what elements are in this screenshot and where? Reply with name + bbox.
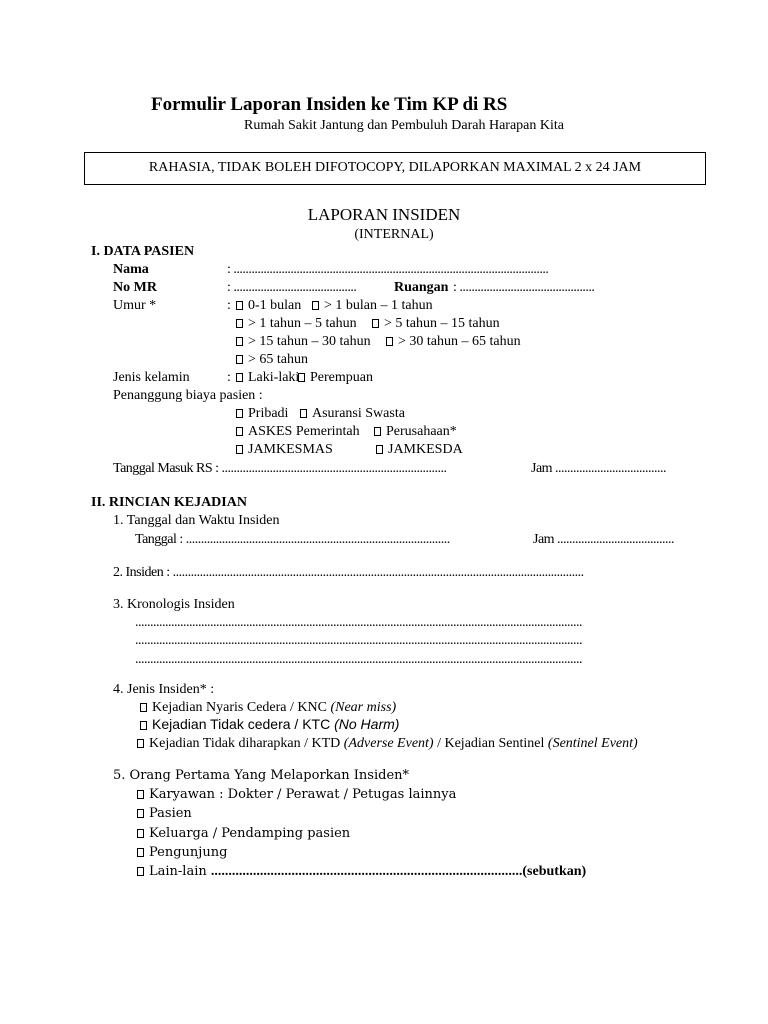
checkbox-icon[interactable] (236, 355, 243, 364)
pelapor-question: 5. Orang Pertama Yang Melaporkan Insiden* (113, 768, 410, 783)
nomr-label: No MR (113, 280, 157, 295)
biaya-option[interactable]: Asuransi Swasta (300, 405, 405, 423)
umur-option[interactable]: 0-1 bulan (236, 297, 301, 315)
jenis-kelamin-option[interactable]: Laki-laki (236, 369, 299, 387)
report-subtitle: (INTERNAL) (354, 227, 434, 242)
checkbox-icon[interactable] (236, 301, 243, 310)
insiden-field[interactable]: 2. Insiden : ......................................................................................................................................... (113, 565, 584, 580)
umur-option[interactable]: > 5 tahun – 15 tahun (372, 315, 500, 333)
checkbox-icon[interactable] (137, 809, 144, 818)
checkbox-icon[interactable] (137, 739, 144, 748)
checkbox-icon[interactable] (374, 427, 381, 436)
checkbox-icon[interactable] (236, 445, 243, 454)
umur-label: Umur * (113, 298, 157, 313)
checkbox-icon[interactable] (236, 319, 243, 328)
ruangan-field[interactable]: : ............................................. (453, 280, 595, 295)
umur-option[interactable]: > 65 tahun (236, 351, 308, 369)
jam-insiden-field[interactable]: Jam ....................................... (533, 532, 675, 547)
biaya-option[interactable]: Perusahaan* (374, 423, 457, 441)
pelapor-option[interactable]: Pengunjung (137, 845, 227, 860)
jenis-kelamin-label: Jenis kelamin (113, 370, 190, 385)
biaya-option[interactable]: Pribadi (236, 405, 288, 423)
checkbox-icon[interactable] (140, 703, 147, 712)
nama-label: Nama (113, 262, 149, 277)
tanggal-masuk-field[interactable]: Tanggal Masuk RS : ........................................................................... (113, 461, 447, 476)
jenis-insiden-option-ktd[interactable]: Kejadian Tidak diharapkan / KTD (Adverse Event) / Kejadian Sentinel (Sentinel Event) (137, 735, 638, 753)
checkbox-icon[interactable] (140, 721, 147, 730)
tanggal-waktu-question: 1. Tanggal dan Waktu Insiden (113, 513, 280, 528)
jenis-kelamin-option[interactable]: Perempuan (298, 369, 373, 387)
umur-option[interactable]: > 1 tahun – 5 tahun (236, 315, 357, 333)
kronologis-line[interactable]: ..................................................................................................................................................... (135, 633, 582, 648)
umur-option[interactable]: > 15 tahun – 30 tahun (236, 333, 371, 351)
checkbox-icon[interactable] (300, 409, 307, 418)
umur-option[interactable]: > 1 bulan – 1 tahun (312, 297, 433, 315)
confidential-notice-box (84, 152, 706, 185)
tanggal-insiden-field[interactable]: Tanggal : ........................................................................................ (135, 532, 450, 547)
nama-field[interactable]: : ......................................................................................................... (227, 262, 549, 277)
checkbox-icon[interactable] (236, 337, 243, 346)
pelapor-option-lainlain[interactable]: Lain-lain .........................................................................................(sebutkan) (137, 864, 586, 880)
checkbox-icon[interactable] (236, 373, 243, 382)
pelapor-option[interactable]: Keluarga / Pendamping pasien (137, 826, 350, 841)
jenis-insiden-option-ktc[interactable]: Kejadian Tidak cedera / KTC (No Harm) (140, 716, 399, 732)
report-title: LAPORAN INSIDEN (307, 205, 461, 224)
jenis-insiden-question: 4. Jenis Insiden* : (113, 682, 215, 697)
jenis-kelamin-colon: : (227, 370, 231, 385)
penanggung-biaya-label: Penanggung biaya pasien : (113, 388, 263, 403)
kronologis-line[interactable]: ..................................................................................................................................................... (135, 652, 582, 667)
umur-option[interactable]: > 30 tahun – 65 tahun (386, 333, 521, 351)
checkbox-icon[interactable] (312, 301, 319, 310)
checkbox-icon[interactable] (236, 409, 243, 418)
checkbox-icon[interactable] (137, 848, 144, 857)
pelapor-option[interactable]: Pasien (137, 806, 192, 821)
nomr-field[interactable]: : ......................................... (227, 280, 357, 295)
lainlain-field[interactable]: .........................................................................................(sebutkan) (210, 864, 587, 879)
ruangan-label: Ruangan (394, 280, 449, 295)
hospital-name: Rumah Sakit Jantung dan Pembuluh Darah Harapan Kita (244, 118, 564, 133)
form-title: Formulir Laporan Insiden ke Tim KP di RS (151, 94, 508, 115)
checkbox-icon[interactable] (137, 867, 144, 876)
checkbox-icon[interactable] (137, 829, 144, 838)
umur-colon: : (227, 298, 231, 313)
section-rincian-heading: II. RINCIAN KEJADIAN (91, 495, 247, 510)
kronologis-question: 3. Kronologis Insiden (113, 597, 235, 612)
checkbox-icon[interactable] (236, 427, 243, 436)
confidential-notice-text: RAHASIA, TIDAK BOLEH DIFOTOCOPY, DILAPORKAN MAXIMAL 2 x 24 JAM (148, 160, 642, 175)
checkbox-icon[interactable] (298, 373, 305, 382)
jam-masuk-field[interactable]: Jam ..................................... (531, 461, 667, 476)
checkbox-icon[interactable] (376, 445, 383, 454)
section-data-pasien-heading: I. DATA PASIEN (91, 244, 195, 259)
checkbox-icon[interactable] (137, 790, 144, 799)
biaya-option[interactable]: JAMKESMAS (236, 441, 333, 459)
biaya-option[interactable]: ASKES Pemerintah (236, 423, 360, 441)
jenis-insiden-option-knc[interactable]: Kejadian Nyaris Cedera / KNC (Near miss) (140, 699, 396, 717)
checkbox-icon[interactable] (386, 337, 393, 346)
biaya-option[interactable]: JAMKESDA (376, 441, 463, 459)
kronologis-line[interactable]: ..................................................................................................................................................... (135, 615, 582, 630)
checkbox-icon[interactable] (372, 319, 379, 328)
pelapor-option[interactable]: Karyawan : Dokter / Perawat / Petugas lainnya (137, 787, 456, 802)
